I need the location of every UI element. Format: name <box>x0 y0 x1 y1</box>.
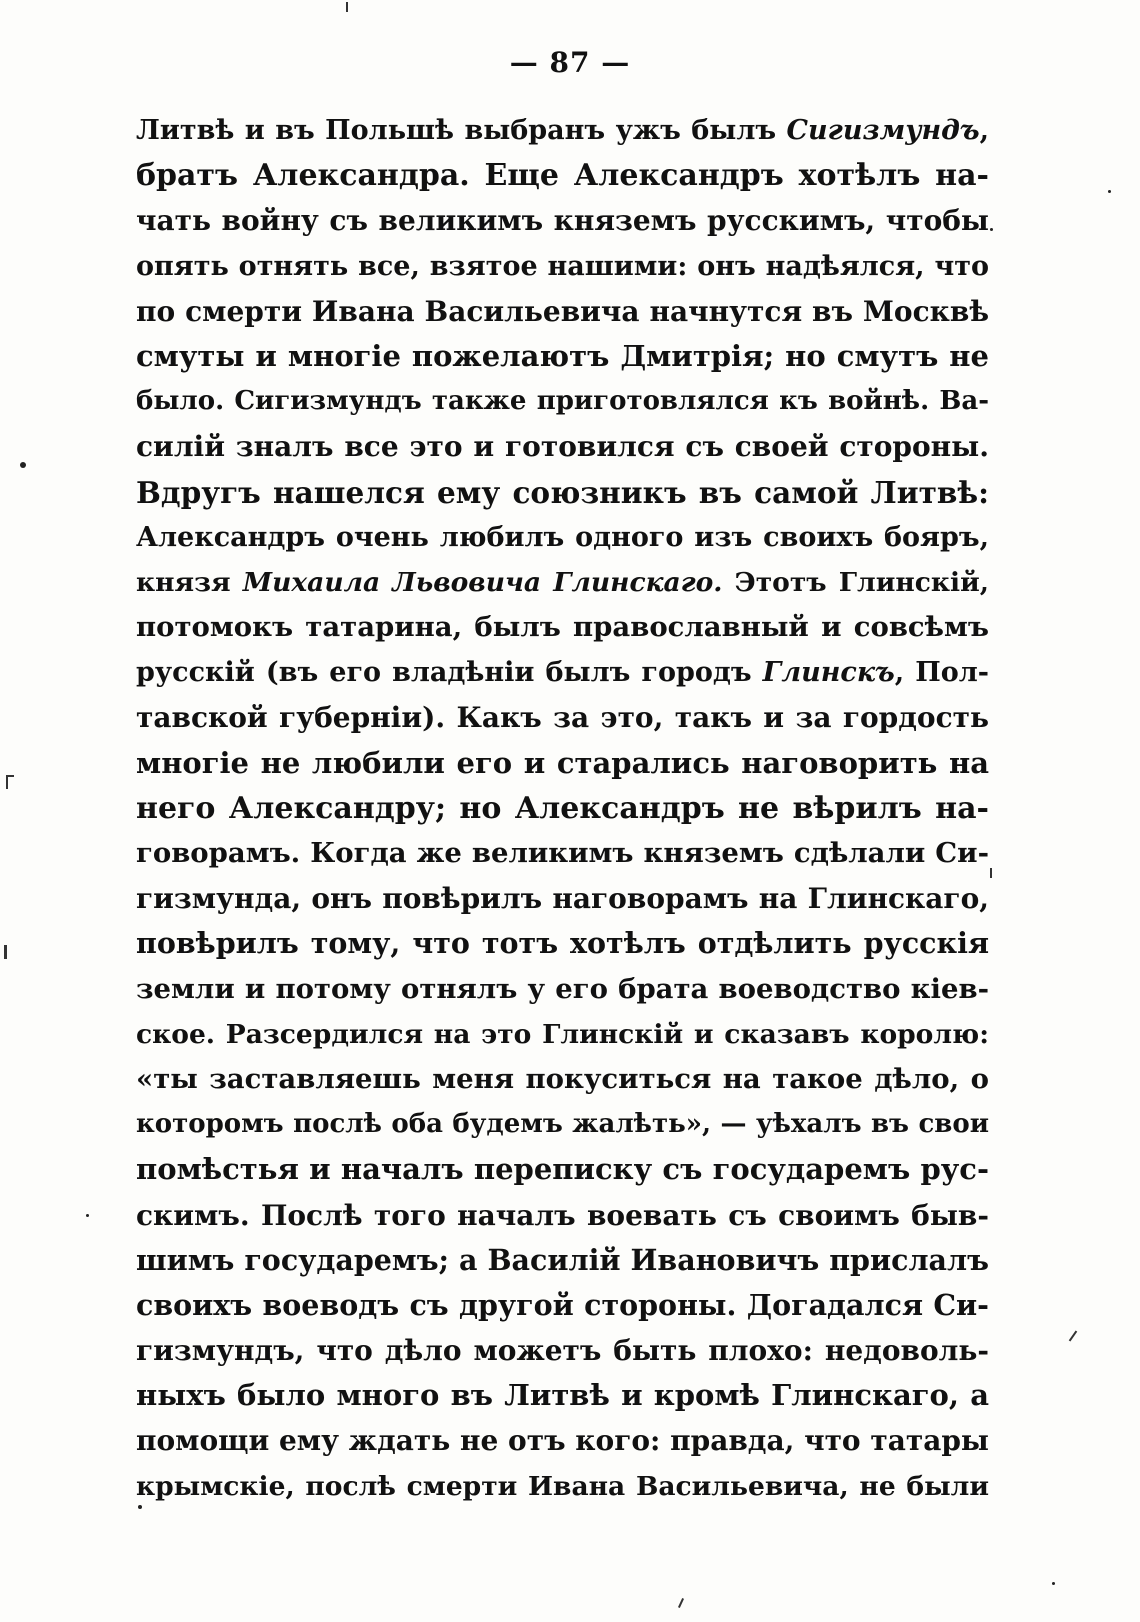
text-segment: чать войну съ великимъ княземъ русскимъ, чтобы <box>136 204 989 238</box>
italic-name: Сигизмундъ <box>786 115 980 146</box>
scan-speck <box>1108 190 1111 193</box>
text-line <box>136 1012 989 1057</box>
text-segment: повѣрилъ тому, что тотъ хотѣлъ отдѣлить русскія <box>136 926 989 961</box>
text-segment: Александръ очень любилъ одного изъ своихъ бояръ, <box>136 521 989 553</box>
text-line <box>136 605 989 650</box>
text-line <box>136 470 989 515</box>
scan-mark <box>6 775 14 777</box>
text-segment: русскій (въ его владѣніи былъ городъ <box>136 657 763 689</box>
text-line <box>136 831 989 876</box>
text-segment: него Александру; но Александръ не вѣрилъ на- <box>136 790 989 826</box>
text-segment: , Пол- <box>894 657 989 689</box>
text-segment: было. Сигизмундъ также приготовлялся къ войнѣ. Ва- <box>136 386 989 417</box>
text-line <box>136 560 989 605</box>
text-line <box>136 424 989 469</box>
text-line <box>136 1238 989 1283</box>
text-line <box>136 198 989 243</box>
text-segment: крымскіе, послѣ смерти Ивана Васильевича, не были <box>136 1470 989 1502</box>
scan-speck <box>1052 1582 1055 1585</box>
text-line <box>136 741 989 786</box>
text-line <box>136 1464 989 1509</box>
text-segment: шимъ государемъ; а Василій Ивановичъ прислалъ <box>136 1242 989 1277</box>
scan-speck <box>138 1505 142 1509</box>
italic-name: Глинскъ <box>762 657 895 689</box>
text-line <box>136 786 989 831</box>
text-segment: тавской губерніи). Какъ за это, такъ и за гордость <box>136 701 989 735</box>
page-number: — 87 — <box>509 46 631 79</box>
italic-name: Михаила Львовича Глинскаго. <box>242 566 723 598</box>
text-line <box>136 876 989 921</box>
text-line <box>136 1147 989 1192</box>
text-segment: , <box>979 115 989 146</box>
text-segment: братъ Александра. Еще Александръ хотѣлъ на- <box>136 158 989 194</box>
text-segment: гизмундъ, что дѣло можетъ быть плохо: недоволь- <box>136 1334 989 1368</box>
text-line <box>136 1102 989 1147</box>
text-segment: «ты заставляешь меня покуситься на такое дѣло, о <box>136 1062 989 1095</box>
text-segment: многіе не любили его и старались наговорить на <box>136 745 989 780</box>
text-segment: Вдругъ нашелся ему союзникъ въ самой Литвѣ: <box>136 474 989 510</box>
text-line <box>136 334 989 379</box>
text-line <box>136 921 989 966</box>
scan-mark <box>990 868 992 878</box>
text-segment: смуты и многіе пожелаютъ Дмитрія; но смутъ не <box>136 338 989 373</box>
text-line <box>136 1373 989 1418</box>
text-segment: говорамъ. Когда же великимъ княземъ сдѣлали Си- <box>136 837 989 869</box>
text-line <box>136 153 989 198</box>
text-segment: помощи ему ждать не отъ кого: правда, что татары <box>136 1424 989 1458</box>
text-line <box>136 1328 989 1373</box>
scan-mark <box>678 1598 684 1608</box>
text-line <box>136 1057 989 1102</box>
text-segment: помѣстья и началъ переписку съ государемъ рус- <box>136 1152 989 1187</box>
scan-speck <box>20 462 26 468</box>
text-segment: силій зналъ все это и готовился съ своей стороны. <box>136 430 989 464</box>
text-segment: ныхъ было много въ Литвѣ и кромѣ Глинскаго, а <box>136 1378 989 1413</box>
text-line <box>136 967 989 1012</box>
text-line <box>136 244 989 289</box>
text-segment: которомъ послѣ оба будемъ жалѣть», — уѣхалъ въ свои <box>136 1109 989 1140</box>
text-segment: ское. Разсердился на это Глинскій и сказавъ королю: <box>136 1018 989 1050</box>
text-line <box>136 650 989 695</box>
scan-mark <box>6 775 8 789</box>
scan-mark <box>346 2 348 12</box>
text-line <box>136 108 989 153</box>
text-segment: Этотъ Глинскій, <box>722 566 989 598</box>
text-segment: Литвѣ и въ Польшѣ выбранъ ужъ былъ <box>136 115 787 146</box>
text-line <box>136 1418 989 1463</box>
scan-speck <box>990 228 993 231</box>
text-line <box>136 379 989 424</box>
text-segment: потомокъ татарина, былъ православный и совсѣмъ <box>136 611 989 644</box>
scan-speck <box>86 1214 89 1217</box>
text-line <box>136 1193 989 1238</box>
body-text <box>136 108 989 1509</box>
text-segment: своихъ воеводъ съ другой стороны. Догадался Си- <box>136 1287 989 1322</box>
text-line <box>136 515 989 560</box>
text-segment: князя <box>136 566 243 598</box>
text-line <box>136 289 989 334</box>
text-segment: скимъ. Послѣ того началъ воевать съ своимъ быв- <box>136 1198 989 1232</box>
text-segment: опять отнять все, взятое нашими: онъ надѣялся, что <box>136 250 989 282</box>
text-line <box>136 695 989 740</box>
text-segment: по смерти Ивана Васильевича начнутся въ Москвѣ <box>136 294 989 328</box>
scan-mark <box>4 945 7 959</box>
text-segment: гизмунда, онъ повѣрилъ наговорамъ на Глинскаго, <box>136 882 989 916</box>
text-line <box>136 1283 989 1328</box>
scan-mark <box>1069 1331 1078 1342</box>
text-segment: земли и потому отнялъ у его брата воеводство кіев- <box>136 972 989 1005</box>
